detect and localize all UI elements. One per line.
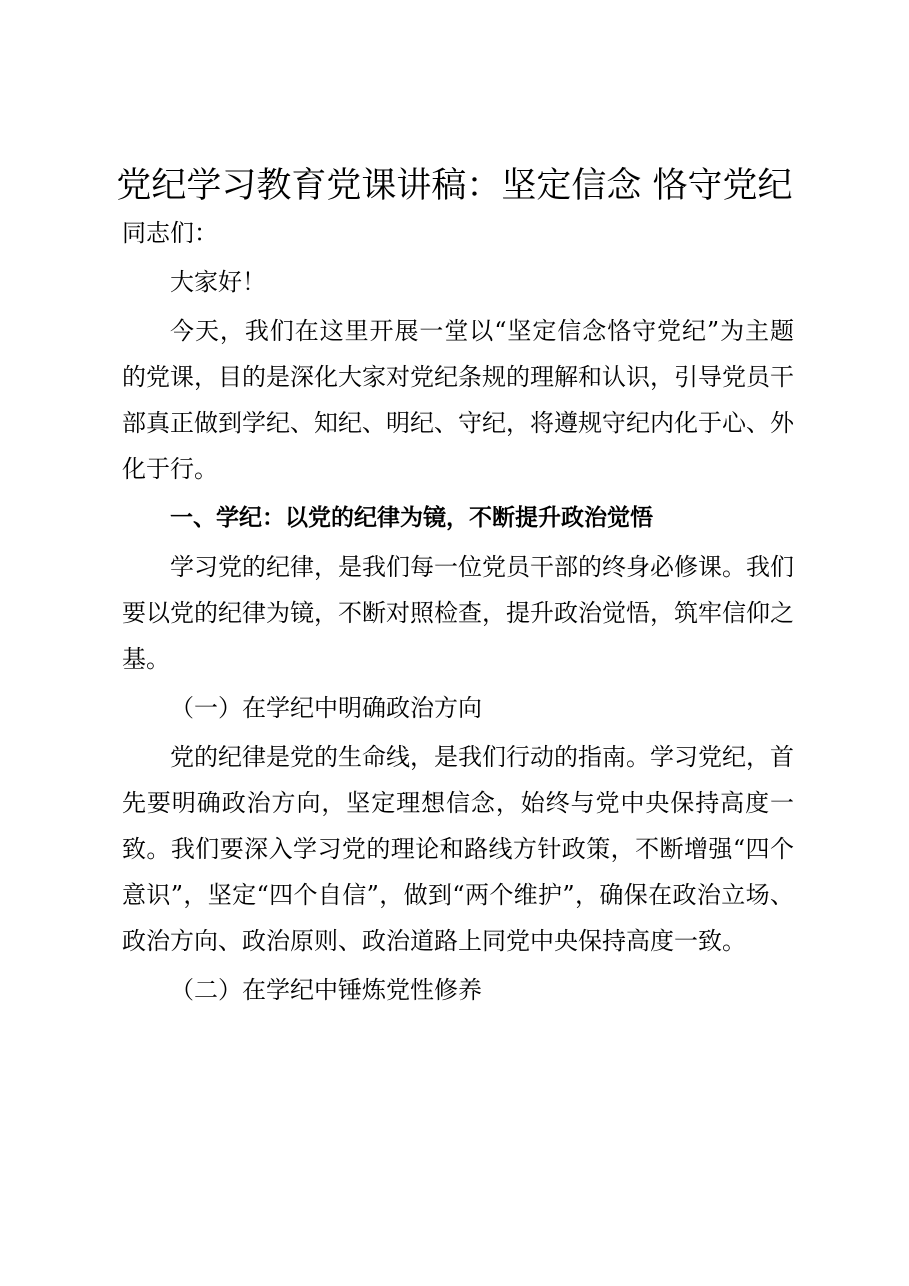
- greeting: 大家好！: [170, 268, 266, 296]
- document-body: [122, 210, 794, 1013]
- sub1-heading: （一）在学纪中明确政治方向: [170, 694, 482, 722]
- sub1-paragraph: 党的纪律是党的生命线，是我们行动的指南。学习党纪，首先要明确政治方向，坚定理想信念，始终与党中央保持高度一致。我们要深入学习党的理论和路线方针政策，不断增强“四个意识”，坚定“四个自信”，做到“两个维护”，确保在政治立场、政治方向、政治原则、政治道路上同党中央保持高度一致。: [122, 743, 794, 955]
- section1-paragraph: 学习党的纪律，是我们每一位党员干部的终身必修课。我们要以党的纪律为镜，不断对照检查，提升政治觉悟，筑牢信仰之基。: [122, 553, 794, 673]
- document-title: 党纪学习教育党课讲稿：坚定信念 恪守党纪: [116, 166, 793, 206]
- salutation: 同志们：: [122, 219, 218, 247]
- intro-paragraph: 今天，我们在这里开展一堂以“坚定信念恪守党纪”为主题的党课，目的是深化大家对党纪条规的理解和认识，引导党员干部真正做到学纪、知纪、明纪、守纪，将遵规守纪内化于心、外化于行。: [122, 317, 794, 483]
- sub2-heading: （二）在学纪中锤炼党性修养: [170, 976, 482, 1004]
- section1-heading: 一、学纪：以党的纪律为镜，不断提升政治觉悟: [170, 505, 653, 531]
